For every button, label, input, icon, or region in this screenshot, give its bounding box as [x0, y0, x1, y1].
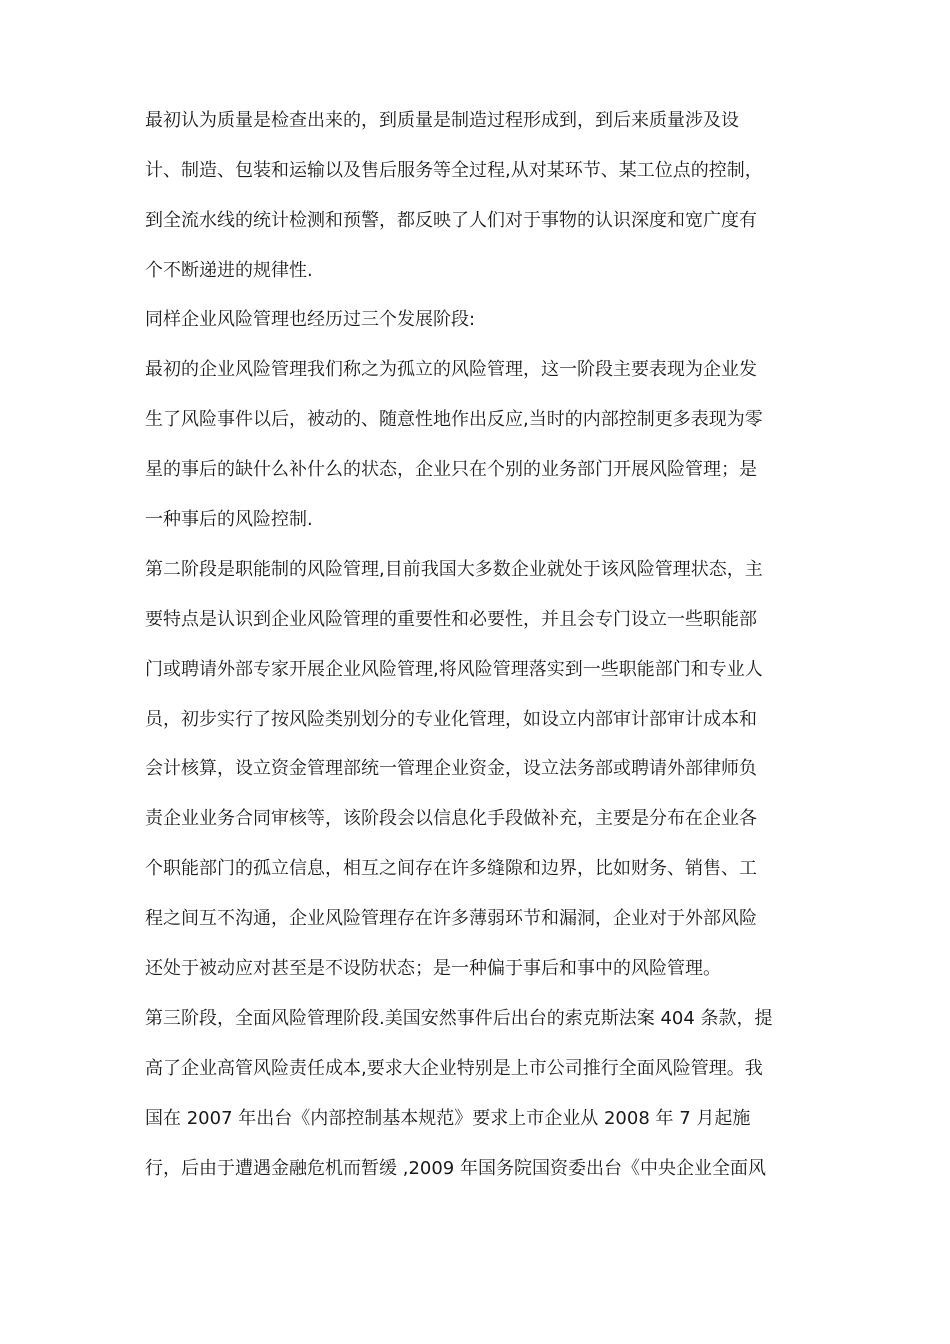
text-line: 同样企业风险管理也经历过三个发展阶段: [145, 309, 476, 330]
text-line: 最初的企业风险管理我们称之为孤立的风险管理，这一阶段主要表现为企业发 [145, 359, 757, 380]
text-line: 第三阶段，全面风险管理阶段.美国安然事件后出台的索克斯法案 404 条款，提 [145, 1008, 773, 1029]
text-line: 门或聘请外部专家开展企业风险管理,将风险管理落实到一些职能部门和专业人 [145, 659, 763, 680]
text-line: 个不断递进的规律性. [145, 260, 313, 281]
text-line: 还处于被动应对甚至是不设防状态；是一种偏于事后和事中的风险管理。 [145, 958, 721, 979]
text-line: 计、制造、包装和运输以及售后服务等全过程,从对某环节、某工位点的控制， [145, 160, 763, 181]
text-line: 程之间互不沟通，企业风险管理存在许多薄弱环节和漏洞，企业对于外部风险 [145, 908, 757, 929]
text-line: 第二阶段是职能制的风险管理,目前我国大多数企业就处于该风险管理状态，主 [145, 559, 763, 580]
text-line: 个职能部门的孤立信息，相互之间存在许多缝隙和边界，比如财务、销售、工 [145, 858, 757, 879]
text-line: 会计核算，设立资金管理部统一管理企业资金，设立法务部或聘请外部律师负 [145, 758, 757, 779]
text-line: 高了企业高管风险责任成本,要求大企业特别是上市公司推行全面风险管理。我 [145, 1058, 763, 1079]
text-line: 生了风险事件以后，被动的、随意性地作出反应,当时的内部控制更多表现为零 [145, 409, 763, 430]
text-line: 星的事后的缺什么补什么的状态，企业只在个别的业务部门开展风险管理；是 [145, 459, 757, 480]
text-line: 国在 2007 年出台《内部控制基本规范》要求上市企业从 2008 年 7 月起施 [145, 1108, 751, 1129]
text-line: 最初认为质量是检查出来的，到质量是制造过程形成到，到后来质量涉及设 [145, 110, 739, 131]
text-line: 要特点是认识到企业风险管理的重要性和必要性，并且会专门设立一些职能部 [145, 609, 757, 630]
text-line: 一种事后的风险控制. [145, 509, 313, 530]
text-line: 到全流水线的统计检测和预警，都反映了人们对于事物的认识深度和宽广度有 [145, 210, 757, 231]
text-line: 责企业业务合同审核等，该阶段会以信息化手段做补充，主要是分布在企业各 [145, 808, 757, 829]
text-line: 员，初步实行了按风险类别划分的专业化管理，如设立内部审计部审计成本和 [145, 709, 757, 730]
text-line: 行，后由于遭遇金融危机而暂缓 ,2009 年国务院国资委出台《中央企业全面风 [145, 1158, 766, 1179]
